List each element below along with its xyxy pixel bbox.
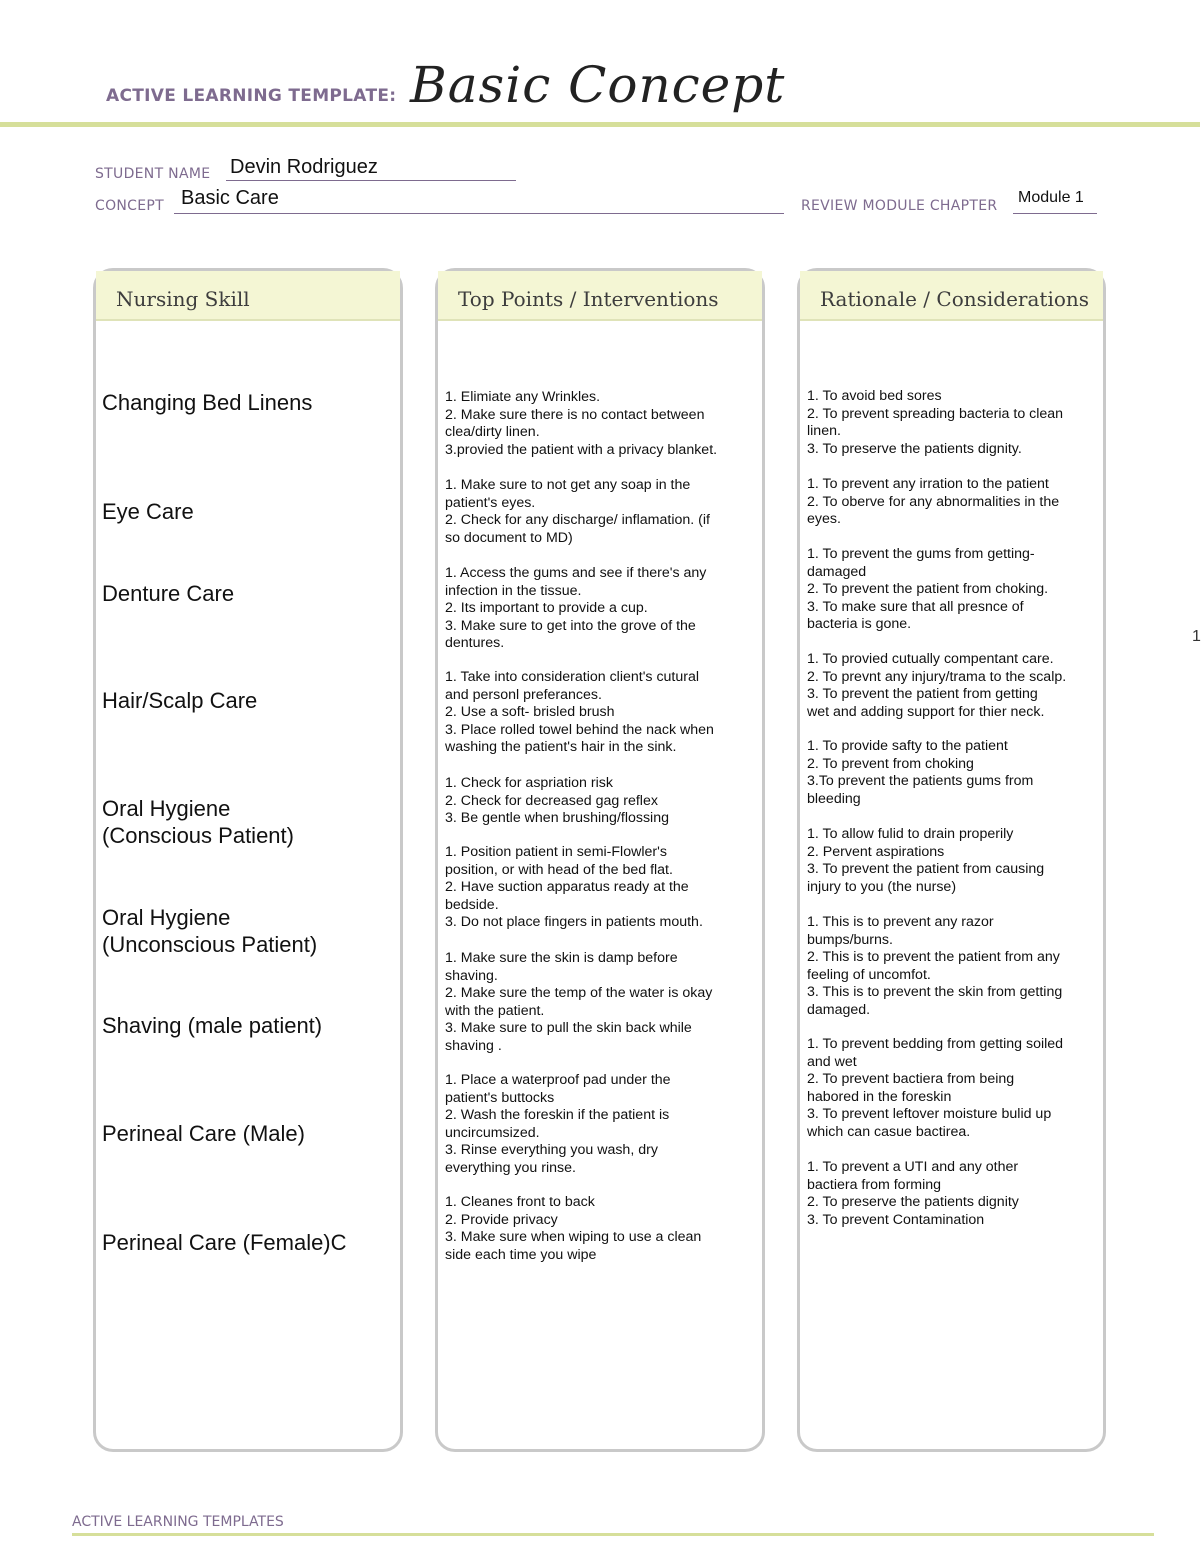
rationale-denture-care: 1. To prevent the gums from getting- damaged 2. To prevent the patient from choking. 3. To make sure that all presnce of bacteria is gone. xyxy=(807,546,1049,633)
rationale-oral-hygiene-conscious: 1. To provide safty to the patient 2. To prevent from choking 3.To prevent the patients gums from bleeding xyxy=(807,738,1034,807)
template-label: ACTIVE LEARNING TEMPLATE: xyxy=(106,86,397,106)
skill-changing-bed-linens: Changing Bed Linens xyxy=(102,390,313,415)
concept-label: CONCEPT xyxy=(95,198,164,214)
skill-oral-hygiene-unconscious: Oral Hygiene (Unconscious Patient) xyxy=(102,905,318,957)
rationale-oral-hygiene-unconscious: 1. To allow fulid to drain properily 2. Pervent aspirations 3. To prevent the patient from causing injury to you (the nurse) xyxy=(807,826,1045,895)
review-module-label: REVIEW MODULE CHAPTER xyxy=(801,198,998,214)
intervention-shaving: 1. Make sure the skin is damp before shaving. 2. Make sure the temp of the water is okay with the patient. 3. Make sure to pull the skin back while shaving . xyxy=(445,950,713,1054)
intervention-denture-care: 1. Access the gums and see if there's any infection in the tissue. 2. Its important to provide a cup. 3. Make sure to get into the grove of the dentures. xyxy=(445,565,707,652)
rationale-perineal-male: 1. To prevent bedding from getting soiled and wet 2. To prevent bactiera from being habored in the foreskin 3. To prevent leftover moisture bulid up which can casue bactirea. xyxy=(807,1036,1064,1140)
student-name-line xyxy=(226,180,516,181)
rationale-bed-linens: 1. To avoid bed sores 2. To prevent spreading bacteria to clean linen. 3. To preserve the patients dignity. xyxy=(807,388,1064,457)
skill-perineal-care-male: Perineal Care (Male) xyxy=(102,1121,305,1146)
page-edge-mark: 1 xyxy=(1192,628,1201,645)
rationale-hair-scalp-care: 1. To provied cutually compentant care. 2. To prevnt any injury/trama to the scalp. 3. To prevent the patient from getting wet and adding support for thier neck. xyxy=(807,651,1067,720)
skill-oral-hygiene-conscious: Oral Hygiene (Conscious Patient) xyxy=(102,796,294,848)
rationale-perineal-female: 1. To prevent a UTI and any other bactiera from forming 2. To preserve the patients dignity 3. To prevent Contamination xyxy=(807,1159,1019,1228)
intervention-oral-hygiene-unconscious: 1. Position patient in semi-Flowler's position, or with head of the bed flat. 2. Have suction apparatus ready at the bedside. 3. Do not place fingers in patients mouth. xyxy=(445,844,703,931)
concept-line xyxy=(174,213,784,214)
concept-field[interactable]: Basic Care xyxy=(181,187,279,209)
student-name-field[interactable]: Devin Rodriguez xyxy=(230,156,378,178)
template-title: Basic Concept xyxy=(410,56,786,114)
skill-shaving: Shaving (male patient) xyxy=(102,1013,323,1038)
footer-label: ACTIVE LEARNING TEMPLATES xyxy=(72,1514,284,1530)
header-divider xyxy=(0,122,1200,127)
review-module-field[interactable]: Module 1 xyxy=(1018,189,1084,206)
footer-divider xyxy=(72,1533,1154,1536)
intervention-perineal-female: 1. Cleanes front to back 2. Provide privacy 3. Make sure when wiping to use a clean side each time you wipe xyxy=(445,1194,702,1263)
intervention-eye-care: 1. Make sure to not get any soap in the patient's eyes. 2. Check for any discharge/ inflamation. (if so document to MD) xyxy=(445,477,710,546)
intervention-bed-linens: 1. Elimiate any Wrinkles. 2. Make sure there is no contact between clea/dirty linen. 3.provied the patient with a privacy blanket. xyxy=(445,389,718,458)
skill-perineal-care-female: Perineal Care (Female)C xyxy=(102,1230,347,1255)
skill-hair-scalp-care: Hair/Scalp Care xyxy=(102,688,258,713)
skill-denture-care: Denture Care xyxy=(102,581,235,606)
review-module-line xyxy=(1013,213,1097,214)
skill-eye-care: Eye Care xyxy=(102,499,194,524)
intervention-perineal-male: 1. Place a waterproof pad under the patient's buttocks 2. Wash the foreskin if the patient is uncircumsized. 3. Rinse everything you wash, dry everything you rinse. xyxy=(445,1072,671,1176)
intervention-oral-hygiene-conscious: 1. Check for aspriation risk 2. Check for decreased gag reflex 3. Be gentle when brushing/flossing xyxy=(445,775,669,827)
rationale-heading: Rationale / Considerations xyxy=(800,271,1103,321)
nursing-skill-panel xyxy=(93,268,403,1452)
rationale-shaving: 1. This is to prevent any razor bumps/burns. 2. This is to prevent the patient from any feeling of uncomfot. 3. This is to prevent the skin from getting damaged. xyxy=(807,914,1063,1018)
interventions-heading: Top Points / Interventions xyxy=(438,271,762,321)
nursing-skill-heading: Nursing Skill xyxy=(96,271,400,321)
intervention-hair-scalp-care: 1. Take into consideration client's cutural and personl preferances. 2. Use a soft- brisled brush 3. Place rolled towel behind the nack when washing the patient's hair in the sink. xyxy=(445,669,714,756)
rationale-eye-care: 1. To prevent any irration to the patient 2. To oberve for any abnormalities in the eyes. xyxy=(807,476,1060,528)
student-name-label: STUDENT NAME xyxy=(95,166,211,182)
